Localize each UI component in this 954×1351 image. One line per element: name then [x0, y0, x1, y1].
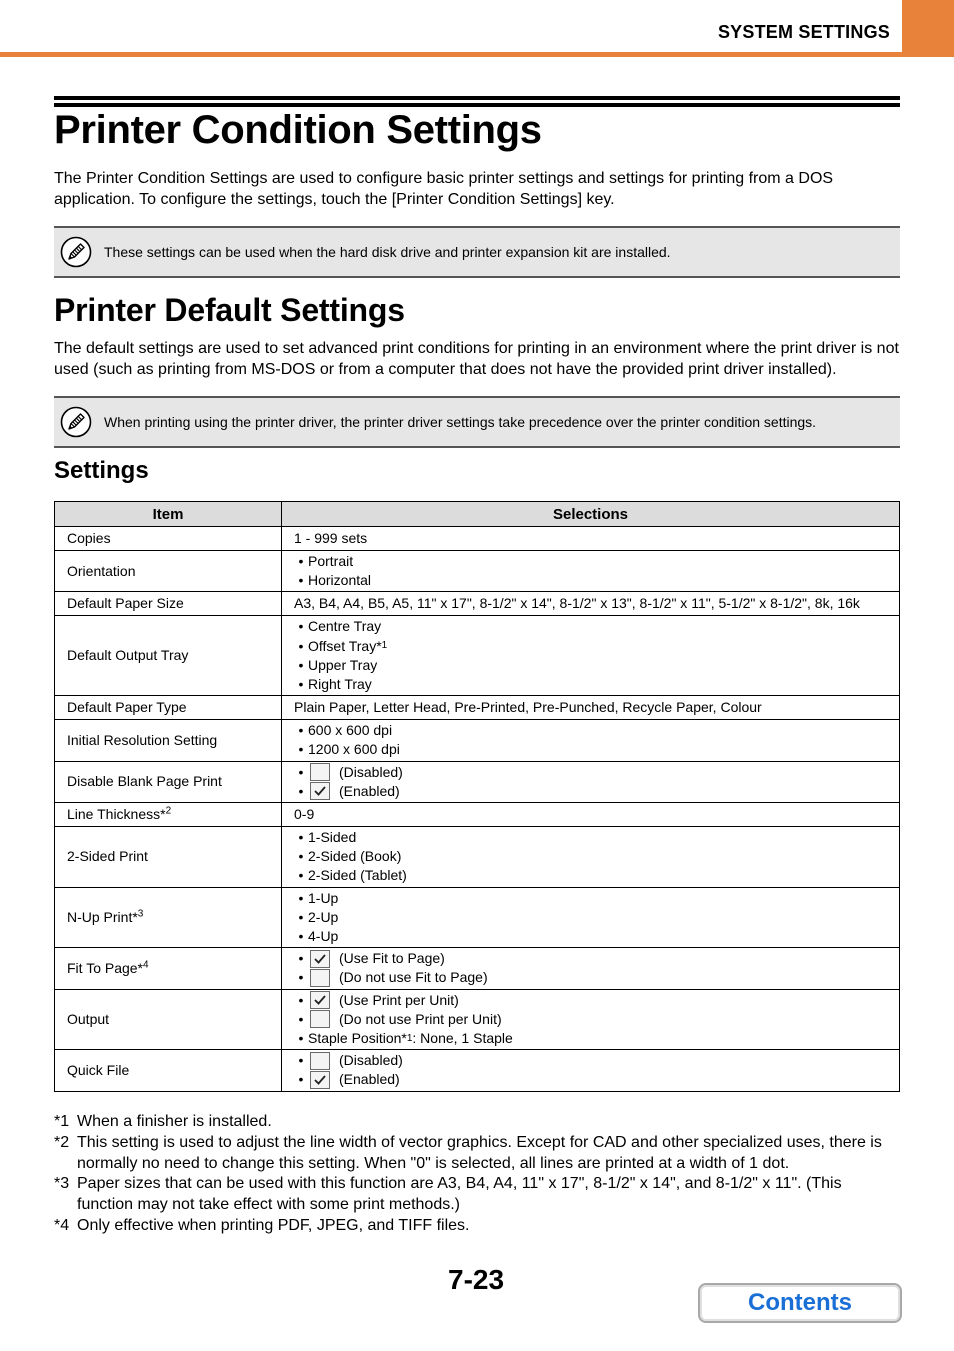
option-label: (Do not use Fit to Page) — [339, 969, 488, 986]
selection-option — [294, 908, 887, 927]
selection-option — [294, 656, 887, 675]
row-item-label: Default Paper Type — [67, 699, 187, 716]
contents-button[interactable]: Contents — [698, 1283, 902, 1323]
option-label: 2-Sided (Tablet) — [308, 867, 407, 884]
selection-option — [294, 1010, 887, 1029]
selection-option — [294, 889, 887, 908]
bullet-icon: • — [298, 741, 304, 758]
footnote-item — [54, 1112, 900, 1133]
footnote-ref: 2 — [165, 805, 172, 817]
option-suffix: : None, 1 Staple — [412, 1030, 513, 1047]
bullet-icon: • — [298, 889, 304, 906]
row-item-cell — [55, 527, 282, 551]
footnote-text: Only effective when printing PDF, JPEG, and TIFF files. — [77, 1216, 470, 1234]
note-text-1: These settings can be used when the hard disk drive and printer expansion kit are installed. — [104, 244, 671, 260]
bullet-icon: • — [298, 656, 304, 673]
row-selections-cell — [282, 696, 900, 720]
column-header-item: Item — [55, 502, 282, 527]
bullet-icon: • — [298, 618, 304, 635]
option-label: 1200 x 600 dpi — [308, 741, 400, 758]
pencil-note-icon — [60, 406, 92, 438]
selection-option — [294, 866, 887, 885]
checkbox-unchecked-icon — [310, 1052, 330, 1070]
checkbox-checked-icon — [310, 782, 330, 800]
checkbox-unchecked-icon — [310, 1010, 330, 1028]
bullet-icon: • — [298, 553, 304, 569]
bullet-icon: • — [298, 969, 304, 986]
checkbox-checked-icon — [310, 950, 330, 968]
selection-option — [294, 571, 887, 590]
selection-option — [294, 782, 887, 801]
bullet-icon: • — [298, 1010, 304, 1027]
table-row — [55, 761, 900, 802]
bullet-icon: • — [298, 950, 304, 967]
footnote-mark: *2 — [54, 1133, 70, 1151]
table-row — [55, 616, 900, 696]
row-item-label: Copies — [67, 529, 111, 546]
selection-text: 1 - 999 sets — [294, 529, 368, 546]
table-row — [55, 989, 900, 1050]
row-item-label: Initial Resolution Setting — [67, 731, 218, 748]
pencil-note-icon — [60, 236, 92, 268]
bullet-icon: • — [298, 908, 304, 925]
row-selections-cell — [282, 948, 900, 989]
table-row — [55, 551, 900, 592]
selection-option — [294, 828, 887, 847]
table-row — [55, 527, 900, 551]
table-row — [55, 1050, 900, 1091]
row-item-label: Fit To Page* — [67, 959, 144, 976]
option-label: 600 x 600 dpi — [308, 722, 393, 739]
page-title: Printer Condition Settings — [54, 108, 542, 152]
footnote-mark: *1 — [54, 1113, 70, 1130]
footnote-item — [54, 1216, 900, 1237]
selection-option — [294, 927, 887, 946]
row-item-label: N-Up Print* — [67, 908, 138, 925]
selection-option: • Staple Position* 1 : None, 1 Staple — [294, 1029, 887, 1048]
selection-option: • Offset Tray* 1 — [294, 637, 887, 656]
bullet-icon: • — [298, 676, 304, 693]
footnote-text: When a finisher is installed. — [77, 1113, 272, 1130]
row-selections-cell — [282, 827, 900, 888]
row-item-cell — [55, 803, 282, 827]
row-item-cell — [55, 592, 282, 616]
table-row — [55, 720, 900, 761]
row-item-label: Default Paper Size — [67, 595, 184, 612]
row-selections-cell — [282, 720, 900, 761]
title-rule-bottom — [54, 103, 900, 107]
bullet-icon: • — [298, 637, 304, 654]
bullet-icon: • — [298, 1071, 304, 1088]
note-box-1 — [54, 226, 900, 278]
section-heading: Printer Default Settings — [54, 292, 405, 328]
bullet-icon: • — [298, 991, 304, 1008]
table-header-row — [55, 502, 900, 527]
bullet-icon: • — [298, 722, 304, 739]
option-label: Centre Tray — [308, 618, 382, 635]
bullet-icon: • — [298, 928, 304, 945]
bullet-icon: • — [298, 1030, 304, 1047]
row-selections-cell — [282, 989, 900, 1050]
row-item-cell — [55, 1050, 282, 1091]
row-selections-cell — [282, 551, 900, 592]
option-label: Offset Tray* — [308, 637, 382, 654]
option-label: 4-Up — [308, 928, 339, 945]
option-label: Portrait — [308, 553, 354, 569]
page-number: 7-23 — [448, 1264, 505, 1295]
header-accent-line — [0, 52, 902, 57]
selection-option — [294, 721, 887, 740]
option-label: (Enabled) — [339, 782, 400, 799]
intro-paragraph: The Printer Condition Settings are used to configure basic printer settings and settings for printing from a DOS application. To configure the settings, touch the [Printer Condition Settings] key. — [54, 170, 834, 208]
section-paragraph: The default settings are used to set advanced print conditions for printing in an environment where the print driver is not used (such as printing from MS-DOS or from a computer that does not have the provided print driver installed). — [54, 340, 899, 378]
footnote-item — [54, 1174, 900, 1216]
row-item-label: 2-Sided Print — [67, 848, 148, 865]
option-label: (Use Print per Unit) — [339, 991, 459, 1008]
row-item-cell — [55, 551, 282, 592]
selection-option — [294, 968, 887, 987]
selection-option — [294, 763, 887, 782]
note-text-2: When printing using the printer driver, the printer driver settings take precedence over the printer condition settings. — [104, 414, 817, 430]
selection-option — [294, 1051, 887, 1070]
option-label: 2-Up — [308, 908, 339, 925]
selection-text: A3, B4, A4, B5, A5, 11" x 17", 8-1/2" x 14", 8-1/2" x 13", 8-1/2" x 11", 5-1/2" x 8-1/2", 8k, 16k — [294, 595, 860, 612]
footnote-text: This setting is used to adjust the line width of vector graphics. Except for CAD and other specialized uses, there is normally no need to change this setting. When "0" is selected, all lines are printed at a width of 1 dot. — [77, 1133, 882, 1172]
row-item-cell — [55, 616, 282, 696]
selection-text: Plain Paper, Letter Head, Pre-Printed, Pre-Punched, Recycle Paper, Colour — [294, 699, 762, 716]
row-item-cell — [55, 761, 282, 802]
bullet-icon: • — [298, 763, 304, 780]
column-header-selections: Selections — [282, 502, 900, 527]
bullet-icon: • — [298, 572, 304, 589]
checkbox-unchecked-icon — [310, 969, 330, 987]
selection-option — [294, 675, 887, 694]
row-item-label: Default Output Tray — [67, 647, 189, 664]
footnote-text: Paper sizes that can be used with this function are A3, B4, A4, 11" x 17", 8-1/2" x 14", and 8-1/2" x 11". (This function may not take effect with some print methods.) — [77, 1175, 842, 1214]
option-label: Horizontal — [308, 572, 372, 589]
option-label: (Disabled) — [339, 763, 403, 780]
settings-table — [54, 501, 900, 1092]
option-label: 1-Up — [308, 889, 339, 906]
option-label: Right Tray — [308, 676, 372, 693]
row-item-label: Orientation — [67, 562, 136, 579]
bullet-icon: • — [298, 829, 304, 846]
option-label: (Use Fit to Page) — [339, 950, 445, 967]
row-item-label: Output — [67, 1010, 110, 1027]
row-selections-cell — [282, 527, 900, 551]
row-selections-cell — [282, 1050, 900, 1091]
row-selections-cell — [282, 616, 900, 696]
selection-option — [294, 740, 887, 759]
option-label: (Do not use Print per Unit) — [339, 1010, 502, 1027]
row-item-cell — [55, 887, 282, 948]
row-selections-cell — [282, 592, 900, 616]
option-label: 2-Sided (Book) — [308, 848, 402, 865]
row-item-cell — [55, 989, 282, 1050]
checkbox-unchecked-icon — [310, 763, 330, 781]
row-item-cell — [55, 948, 282, 989]
selection-option — [294, 847, 887, 866]
selection-option — [294, 552, 887, 571]
selection-text: 0-9 — [294, 805, 315, 822]
checkbox-checked-icon — [310, 1071, 330, 1089]
row-selections-cell — [282, 803, 900, 827]
row-selections-cell — [282, 887, 900, 948]
row-item-cell — [55, 720, 282, 761]
table-row — [55, 948, 900, 989]
table-row — [55, 592, 900, 616]
note-box-2 — [54, 396, 900, 448]
table-row — [55, 803, 900, 827]
option-label: Upper Tray — [308, 656, 378, 673]
selection-option — [294, 1070, 887, 1089]
checkbox-checked-icon — [310, 991, 330, 1009]
bullet-icon: • — [298, 782, 304, 799]
table-row — [55, 696, 900, 720]
row-selections-cell — [282, 761, 900, 802]
footnote-mark: *3 — [54, 1175, 70, 1193]
title-rule-top — [54, 96, 900, 100]
footnote-ref: 3 — [137, 908, 144, 920]
selection-option — [294, 617, 887, 636]
bullet-icon: • — [298, 867, 304, 884]
bullet-icon: • — [298, 1052, 304, 1069]
section-title: SYSTEM SETTINGS — [717, 22, 890, 42]
option-label: Staple Position* — [308, 1030, 407, 1047]
footnotes — [54, 1112, 900, 1237]
footnote-ref: 4 — [143, 959, 149, 971]
option-label: 1-Sided — [308, 829, 357, 846]
footnote-item — [54, 1133, 900, 1175]
row-item-label: Line Thickness* — [67, 805, 166, 822]
selection-option — [294, 949, 887, 968]
header-accent-tab — [902, 0, 954, 57]
table-row — [55, 827, 900, 888]
row-item-cell — [55, 696, 282, 720]
selection-option — [294, 991, 887, 1010]
option-label: (Disabled) — [339, 1052, 403, 1069]
row-item-cell — [55, 827, 282, 888]
bullet-icon: • — [298, 848, 304, 865]
table-row — [55, 887, 900, 948]
option-label: (Enabled) — [339, 1071, 400, 1088]
settings-heading: Settings — [54, 457, 149, 484]
footnote-mark: *4 — [54, 1216, 70, 1234]
row-item-label: Disable Blank Page Print — [67, 773, 222, 790]
row-item-label: Quick File — [67, 1061, 130, 1078]
